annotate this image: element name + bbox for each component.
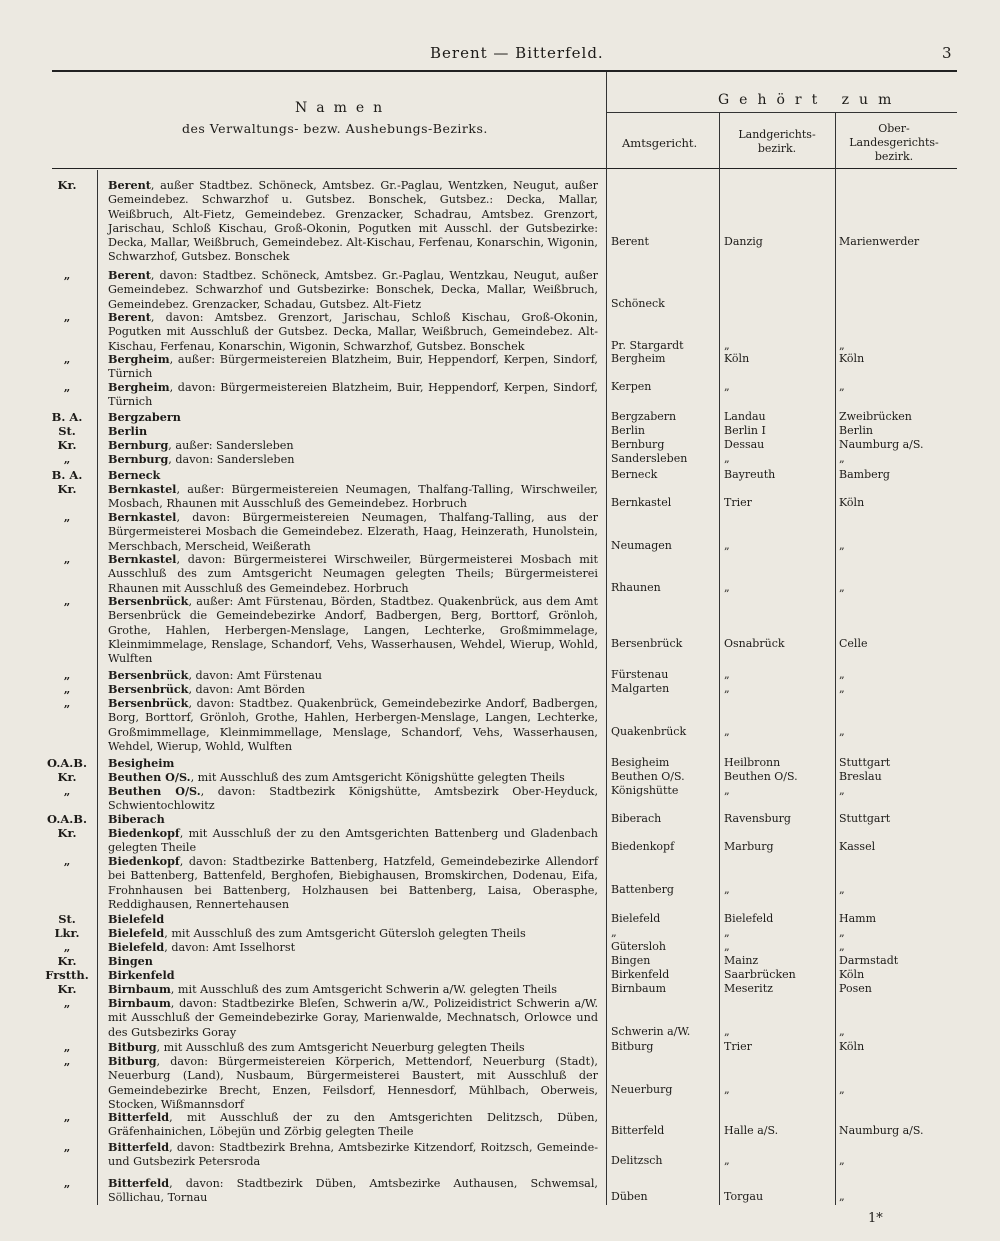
district-description xyxy=(108,468,598,483)
district-description xyxy=(108,452,598,467)
oberlandesgericht-cell: „ xyxy=(839,940,845,953)
district-description xyxy=(108,1140,598,1170)
district-detail: , davon: Amtsbez. Grenzort, Jarischau, Schloß Kischau, Groß-Okonin, Pogutken mit Ausschluß der Gutsbez. Decka, Mallar, Weißbruch, Gemeindebez. Alt-Kischau, Ferfenau, Konarschin, Wigonin, Schwarzhof, Gutsbez. Bonschek xyxy=(108,311,598,353)
district-description xyxy=(108,1040,598,1055)
column-divider xyxy=(606,72,607,1205)
landgericht-cell: Trier xyxy=(724,496,752,510)
district-type: „ xyxy=(63,940,71,954)
landgericht-cell: „ xyxy=(724,380,730,393)
district-name: Bitburg xyxy=(108,1054,157,1068)
amtsgericht-cell: Bernkastel xyxy=(611,496,672,510)
district-description xyxy=(108,510,598,554)
landgericht-cell: Beuthen O/S. xyxy=(724,770,798,783)
oberlandesgericht-cell: „ xyxy=(839,724,845,738)
district-type: Kr. xyxy=(57,982,77,996)
amtsgericht-cell: Königshütte xyxy=(611,784,679,797)
district-name: Bitterfeld xyxy=(108,1176,170,1190)
district-detail: , davon: Bürgermeistereien Neumagen, Thalfang-Talling, aus der Bürgermeisterei Mosbach die Gemeindebez. Elzerath, Haag, Heinzerath, Hunolstein, Merschbach, Merscheid, Weißerath xyxy=(108,511,598,553)
district-name: Besigheim xyxy=(108,756,175,770)
district-name: Bernkastel xyxy=(108,482,177,496)
amtsgericht-cell: Berent xyxy=(611,235,649,249)
district-type: „ xyxy=(63,1140,71,1154)
landgericht-cell: „ xyxy=(724,926,730,939)
oberlandesgericht-cell: „ xyxy=(839,380,845,393)
district-detail: , davon: Amt Isselhorst xyxy=(164,941,296,954)
district-name: Bernkastel xyxy=(108,552,177,566)
district-type: O.A.B. xyxy=(47,812,87,826)
header-oberlandesgericht: Ober-Landesgerichts-bezirk. xyxy=(849,122,939,163)
district-detail: , außer: Amt Fürstenau, Börden, Stadtbez. Quakenbrück, aus dem Amt Bersenbrück die Gemeindebezirke Andorf, Badbergen, Berg, Borttorf, Grönloh, Grothe, Hahlen, Herbergen-Menslage, Langen, Lechterke, Großmimmelage, Kleinmimmelage, Renslage, Schandorf, Vehs, Wasserhausen, Wehdel, Wierup, Wohld, Wulften xyxy=(108,595,598,666)
district-name: Bielefeld xyxy=(108,940,165,954)
landgericht-cell: „ xyxy=(724,580,730,594)
district-description xyxy=(108,410,598,425)
district-type: „ xyxy=(63,268,71,282)
oberlandesgericht-cell: Darmstadt xyxy=(839,954,899,967)
header-rule xyxy=(52,168,957,169)
district-detail: , mit Ausschluß des zum Amtsgericht Neuerburg gelegten Theils xyxy=(156,1041,525,1054)
oberlandesgericht-cell: Köln xyxy=(839,968,865,981)
district-description xyxy=(108,696,598,754)
amtsgericht-cell: Birnbaum xyxy=(611,982,667,995)
column-divider xyxy=(97,170,98,1205)
amtsgericht-cell: „ xyxy=(611,926,617,939)
district-name: Bergheim xyxy=(108,352,170,366)
district-name: Berneck xyxy=(108,468,161,482)
district-description xyxy=(108,826,598,856)
landgericht-cell: Dessau xyxy=(724,438,765,451)
district-type: Kr. xyxy=(57,954,77,968)
district-type: „ xyxy=(63,594,71,608)
district-description xyxy=(108,954,598,969)
district-description xyxy=(108,1054,598,1112)
district-detail: , außer: Bürgermeistereien Neumagen, Thalfang-Talling, Wirschweiler, Mosbach, Rhaunen mit Ausschluß des Gemeindebez. Horbruch xyxy=(108,483,598,511)
amtsgericht-cell: Bergzabern xyxy=(611,410,677,423)
landgericht-cell: „ xyxy=(724,452,730,465)
landgericht-cell: „ xyxy=(724,668,730,681)
district-description xyxy=(108,854,598,912)
district-description xyxy=(108,268,598,312)
amtsgericht-cell: Berneck xyxy=(611,468,658,481)
amtsgericht-cell: Bernburg xyxy=(611,438,665,451)
district-detail: , davon: Stadtbez. Schöneck, Amtsbez. Gr.-Paglau, Wentzkau, Neugut, außer Gemeindebez. Schwarzhof und Gutsbezirke: Bonschek, Decka, Mallar, Weißbruch, Gemeindebez. Grenzacker, Schadau, Gutsbez. Alt-Fietz xyxy=(108,269,598,311)
district-name: Biberach xyxy=(108,812,165,826)
district-type: „ xyxy=(63,854,71,868)
landgericht-cell: Osnabrück xyxy=(724,636,785,650)
column-divider xyxy=(835,113,836,1205)
district-detail: , außer: Bürgermeistereien Blatzheim, Buir, Heppendorf, Kerpen, Sindorf, Türnich xyxy=(108,353,598,381)
district-description xyxy=(108,552,598,596)
district-type: „ xyxy=(63,1054,71,1068)
district-detail: , mit Ausschluß des zum Amtsgericht Schwerin a/W. gelegten Theils xyxy=(170,983,557,996)
page-number: 3 xyxy=(942,44,952,62)
district-detail: , außer Stadtbez. Schöneck, Amtsbez. Gr.-Paglau, Wentzken, Neugut, außer Gemeindebez. Schwarzhof u. Gutsbez. Bonschek, Gutsbez.: Decka, Mallar, Weißbruch, Alt-Fietz, Gemeindebez. Grenzacker, Schadrau, Amtsbez. Grenzort, Jarischau, Schloß Kischau, Groß-Okonin, Pogutken mit Ausschl. der Gutsbezirke: Decka, Mallar, Weißbruch, Gemeindebez. Alt-Kischau, Ferfenau, Konarschin, Wigonin, Schwarzhof, Gutsbez. Bonschek xyxy=(108,179,598,264)
amtsgericht-cell: Quakenbrück xyxy=(611,724,687,738)
district-description xyxy=(108,1176,598,1206)
oberlandesgericht-cell: Kassel xyxy=(839,840,876,854)
oberlandesgericht-cell: „ xyxy=(839,1024,845,1038)
amtsgericht-cell: Pr. Stargardt xyxy=(611,338,684,352)
landgericht-cell: „ xyxy=(724,724,730,738)
landgericht-cell: „ xyxy=(724,784,730,797)
district-name: Bingen xyxy=(108,954,153,968)
header-namen: Namen xyxy=(295,100,392,116)
header-gehoert-rule xyxy=(606,112,957,113)
district-type: Kr. xyxy=(57,826,77,840)
district-name: Bitterfeld xyxy=(108,1140,170,1154)
district-name: Beuthen O/S. xyxy=(108,784,201,798)
oberlandesgericht-cell: Köln xyxy=(839,352,865,365)
district-name: Birnbaum xyxy=(108,982,171,996)
oberlandesgericht-cell: Bamberg xyxy=(839,468,890,481)
district-type: O.A.B. xyxy=(47,756,87,770)
amtsgericht-cell: Biedenkopf xyxy=(611,840,675,854)
district-name: Beuthen O/S. xyxy=(108,770,191,784)
amtsgericht-cell: Berlin xyxy=(611,424,645,437)
district-type: B. A. xyxy=(51,468,83,482)
district-type: Frstth. xyxy=(45,968,89,982)
amtsgericht-cell: Bielefeld xyxy=(611,912,661,925)
landgericht-cell: Marburg xyxy=(724,840,774,854)
oberlandesgericht-cell: Naumburg a/S. xyxy=(839,438,924,451)
amtsgericht-cell: Neumagen xyxy=(611,538,672,552)
district-description xyxy=(108,996,598,1040)
header-description: des Verwaltungs- bezw. Aushebungs-Bezirks. xyxy=(182,121,488,136)
oberlandesgericht-cell: Naumburg a/S. xyxy=(839,1124,924,1138)
landgericht-cell: Meseritz xyxy=(724,982,773,995)
oberlandesgericht-cell: „ xyxy=(839,338,845,352)
district-description xyxy=(108,682,598,697)
oberlandesgericht-cell: „ xyxy=(839,668,845,681)
district-detail: , davon: Bürgermeisterei Wirschweiler, Bürgermeisterei Mosbach mit Ausschluß des zum Amtsgericht Neumagen gelegten Theils; Bürgermeisterei Rhaunen mit Ausschluß des Gemeindebez. Horbruch xyxy=(108,553,598,595)
oberlandesgericht-cell: „ xyxy=(839,452,845,465)
landgericht-cell: „ xyxy=(724,1024,730,1038)
district-description xyxy=(108,912,598,927)
district-description xyxy=(108,438,598,453)
district-name: Bergheim xyxy=(108,380,170,394)
signature-mark: 1* xyxy=(868,1211,883,1226)
oberlandesgericht-cell: Köln xyxy=(839,496,865,510)
landgericht-cell: Bielefeld xyxy=(724,912,774,925)
district-type: „ xyxy=(63,668,71,682)
district-name: Bernburg xyxy=(108,452,169,466)
district-description xyxy=(108,424,598,439)
district-description xyxy=(108,1110,598,1140)
district-name: Berent xyxy=(108,268,151,282)
district-description xyxy=(108,482,598,512)
district-type: Kr. xyxy=(57,438,77,452)
district-detail: , davon: Stadtbez. Quakenbrück, Gemeindebezirke Andorf, Badbergen, Borg, Borttorf, Grönloh, Grothe, Hahlen, Herbergen-Menslage, Langen, Lechterke, Großmimmellage, Kleinmimmellage, Menslage, Schandorf, Vehs, Wasserhausen, Wehdel, Wierup, Wohld, Wulften xyxy=(108,697,598,753)
district-detail: , davon: Stadtbezirk Brehna, Amtsbezirke Kitzendorf, Roitzsch, Gemeinde- und Gutsbezirk Petersroda xyxy=(108,1141,598,1169)
amtsgericht-cell: Delitzsch xyxy=(611,1154,663,1168)
landgericht-cell: „ xyxy=(724,682,730,695)
district-detail: , mit Ausschluß des zum Amtsgericht Königshütte gelegten Theils xyxy=(190,771,565,784)
district-name: Bielefeld xyxy=(108,912,165,926)
landgericht-cell: Köln xyxy=(724,352,750,365)
landgericht-cell: „ xyxy=(724,538,730,552)
landgericht-cell: Heilbronn xyxy=(724,756,781,769)
district-type: „ xyxy=(63,682,71,696)
oberlandesgericht-cell: „ xyxy=(839,538,845,552)
header-amtsgericht: Amtsgericht. xyxy=(622,136,698,150)
district-description xyxy=(108,982,598,997)
district-name: Bersenbrück xyxy=(108,668,189,682)
amtsgericht-cell: Bersenbrück xyxy=(611,636,683,650)
district-detail: , davon: Stadtbezirke Bleſen, Schwerin a/W., Polizeidistrict Schwerin a/W. mit Ausschluß der Gemeindebezirke Goray, Marienwalde, Mechnatsch, Orlowce und des Gutsbezirks Goray xyxy=(108,997,598,1039)
amtsgericht-cell: Rhaunen xyxy=(611,580,661,594)
district-description xyxy=(108,940,598,955)
landgericht-cell: Bayreuth xyxy=(724,468,776,481)
header-landgericht: Landgerichts-bezirk. xyxy=(738,128,816,155)
landgericht-cell: Berlin I xyxy=(724,424,766,437)
district-name: Bitburg xyxy=(108,1040,157,1054)
amtsgericht-cell: Birkenfeld xyxy=(611,968,670,981)
district-type: Lkr. xyxy=(54,926,80,940)
amtsgericht-cell: Bingen xyxy=(611,954,651,967)
oberlandesgericht-cell: Stuttgart xyxy=(839,812,891,825)
district-name: Bernburg xyxy=(108,438,169,452)
top-rule xyxy=(52,70,957,72)
landgericht-cell: „ xyxy=(724,882,730,896)
district-description xyxy=(108,770,598,785)
district-name: Birkenfeld xyxy=(108,968,175,982)
amtsgericht-cell: Schwerin a/W. xyxy=(611,1024,691,1038)
oberlandesgericht-cell: „ xyxy=(839,1154,845,1168)
oberlandesgericht-cell: Stuttgart xyxy=(839,756,891,769)
district-detail: , davon: Stadtbezirk Königshütte, Amtsbezirk Ober-Heyduck, Schwientochlowitz xyxy=(108,785,598,813)
landgericht-cell: „ xyxy=(724,1154,730,1168)
district-name: Bitterfeld xyxy=(108,1110,170,1124)
landgericht-cell: Halle a/S. xyxy=(724,1124,779,1138)
district-description xyxy=(108,594,598,666)
district-name: Biedenkopf xyxy=(108,854,180,868)
district-detail: , davon: Bürgermeistereien Blatzheim, Buir, Heppendorf, Kerpen, Sindorf, Türnich xyxy=(108,381,598,409)
district-description xyxy=(108,668,598,683)
district-description xyxy=(108,380,598,410)
district-type: „ xyxy=(63,310,71,324)
district-name: Birnbaum xyxy=(108,996,171,1010)
district-type: „ xyxy=(63,452,71,466)
district-type: „ xyxy=(63,996,71,1010)
district-name: Biedenkopf xyxy=(108,826,180,840)
district-type: B. A. xyxy=(51,410,83,424)
district-type: „ xyxy=(63,510,71,524)
district-detail: , davon: Stadtbezirk Düben, Amtsbezirke Authausen, Schwemsal, Söllichau, Tornau xyxy=(108,1177,598,1205)
oberlandesgericht-cell: „ xyxy=(839,682,845,695)
amtsgericht-cell: Fürstenau xyxy=(611,668,669,681)
district-description xyxy=(108,352,598,382)
oberlandesgericht-cell: Berlin xyxy=(839,424,873,437)
oberlandesgericht-cell: „ xyxy=(839,1190,845,1204)
district-detail: , mit Ausschluß des zum Amtsgericht Gütersloh gelegten Theils xyxy=(164,927,526,940)
district-detail: , davon: Bürgermeistereien Körperich, Mettendorf, Neuerburg (Stadt), Neuerburg (Land), Nusbaum, Bürgermeisterei Baustert, mit Ausschluß der Gemeindebezirke Brecht, Enzen, Feilsdorf, Hennesdorf, Mühlbach, Oberweis, Stocken, Wißmannsdorf xyxy=(108,1055,598,1111)
amtsgericht-cell: Beuthen O/S. xyxy=(611,770,685,783)
oberlandesgericht-cell: Marienwerder xyxy=(839,235,920,249)
amtsgericht-cell: Gütersloh xyxy=(611,940,666,953)
district-description xyxy=(108,812,598,827)
district-type: „ xyxy=(63,380,71,394)
column-divider xyxy=(719,113,720,1205)
district-name: Berent xyxy=(108,178,151,192)
landgericht-cell: Landau xyxy=(724,410,766,423)
amtsgericht-cell: Battenberg xyxy=(611,882,674,896)
district-name: Bergzabern xyxy=(108,410,181,424)
district-description xyxy=(108,756,598,771)
oberlandesgericht-cell: Breslau xyxy=(839,770,882,783)
amtsgericht-cell: Bitterfeld xyxy=(611,1124,665,1138)
oberlandesgericht-cell: Celle xyxy=(839,636,868,650)
landgericht-cell: Danzig xyxy=(724,235,763,249)
district-detail: , mit Ausschluß der zu den Amtsgerichten Delitzsch, Düben, Gräfenhainichen, Löbejün und Zörbig gelegten Theile xyxy=(108,1111,598,1139)
district-name: Berlin xyxy=(108,424,148,438)
landgericht-cell: Trier xyxy=(724,1040,752,1053)
oberlandesgericht-cell: „ xyxy=(839,784,845,797)
running-head xyxy=(0,42,1000,66)
oberlandesgericht-cell: „ xyxy=(839,1082,845,1096)
running-title: Berent — Bitterfeld. xyxy=(430,44,604,62)
landgericht-cell: Saarbrücken xyxy=(724,968,796,981)
district-description xyxy=(108,784,598,814)
district-name: Bernkastel xyxy=(108,510,177,524)
district-type: „ xyxy=(63,352,71,366)
district-name: Bielefeld xyxy=(108,926,165,940)
landgericht-cell: Ravensburg xyxy=(724,812,791,825)
district-description xyxy=(108,968,598,983)
oberlandesgericht-cell: „ xyxy=(839,580,845,594)
amtsgericht-cell: Bergheim xyxy=(611,352,666,365)
district-type: Kr. xyxy=(57,178,77,192)
oberlandesgericht-cell: Posen xyxy=(839,982,872,995)
district-detail: , davon: Stadtbezirke Battenberg, Hatzfeld, Gemeindebezirke Allendorf bei Battenberg, Battenfeld, Berghofen, Biebighausen, Bromskirchen, Dodenau, Eifa, Frohnhausen bei Battenberg, Holzhausen bei Battenberg, Laisa, Oberasphe, Reddighausen, Rennertehausen xyxy=(108,855,598,911)
district-name: Berent xyxy=(108,310,151,324)
district-detail: , außer: Sandersleben xyxy=(168,439,294,452)
amtsgericht-cell: Schöneck xyxy=(611,296,665,310)
landgericht-cell: Torgau xyxy=(724,1190,764,1204)
oberlandesgericht-cell: Hamm xyxy=(839,912,877,925)
oberlandesgericht-cell: „ xyxy=(839,926,845,939)
district-name: Bersenbrück xyxy=(108,594,189,608)
district-detail: , davon: Amt Börden xyxy=(188,683,305,696)
amtsgericht-cell: Neuerburg xyxy=(611,1082,673,1096)
district-description xyxy=(108,310,598,354)
district-name: Bersenbrück xyxy=(108,682,189,696)
district-type: „ xyxy=(63,784,71,798)
landgericht-cell: „ xyxy=(724,940,730,953)
amtsgericht-cell: Malgarten xyxy=(611,682,670,695)
amtsgericht-cell: Düben xyxy=(611,1190,648,1204)
district-type: „ xyxy=(63,1040,71,1054)
district-description xyxy=(108,926,598,941)
amtsgericht-cell: Sandersleben xyxy=(611,452,688,465)
district-detail: , davon: Amt Fürstenau xyxy=(188,669,322,682)
district-name: Bersenbrück xyxy=(108,696,189,710)
amtsgericht-cell: Bitburg xyxy=(611,1040,654,1053)
amtsgericht-cell: Kerpen xyxy=(611,380,652,393)
district-type: „ xyxy=(63,1176,71,1190)
district-type: „ xyxy=(63,1110,71,1124)
amtsgericht-cell: Besigheim xyxy=(611,756,670,769)
oberlandesgericht-cell: Zweibrücken xyxy=(839,410,912,423)
amtsgericht-cell: Biberach xyxy=(611,812,662,825)
district-type: „ xyxy=(63,552,71,566)
district-type: Kr. xyxy=(57,482,77,496)
landgericht-cell: Mainz xyxy=(724,954,759,967)
district-type: St. xyxy=(58,424,76,438)
district-detail: , davon: Sandersleben xyxy=(168,453,295,466)
landgericht-cell: „ xyxy=(724,338,730,352)
district-type: St. xyxy=(58,912,76,926)
district-type: Kr. xyxy=(57,770,77,784)
district-detail: , mit Ausschluß der zu den Amtsgerichten Battenberg und Gladenbach gelegten Theile xyxy=(108,827,598,855)
header-gehoert: Gehört zum xyxy=(718,92,902,108)
oberlandesgericht-cell: Köln xyxy=(839,1040,865,1053)
landgericht-cell: „ xyxy=(724,1082,730,1096)
oberlandesgericht-cell: „ xyxy=(839,882,845,896)
district-description xyxy=(108,178,598,265)
district-type: „ xyxy=(63,696,71,710)
